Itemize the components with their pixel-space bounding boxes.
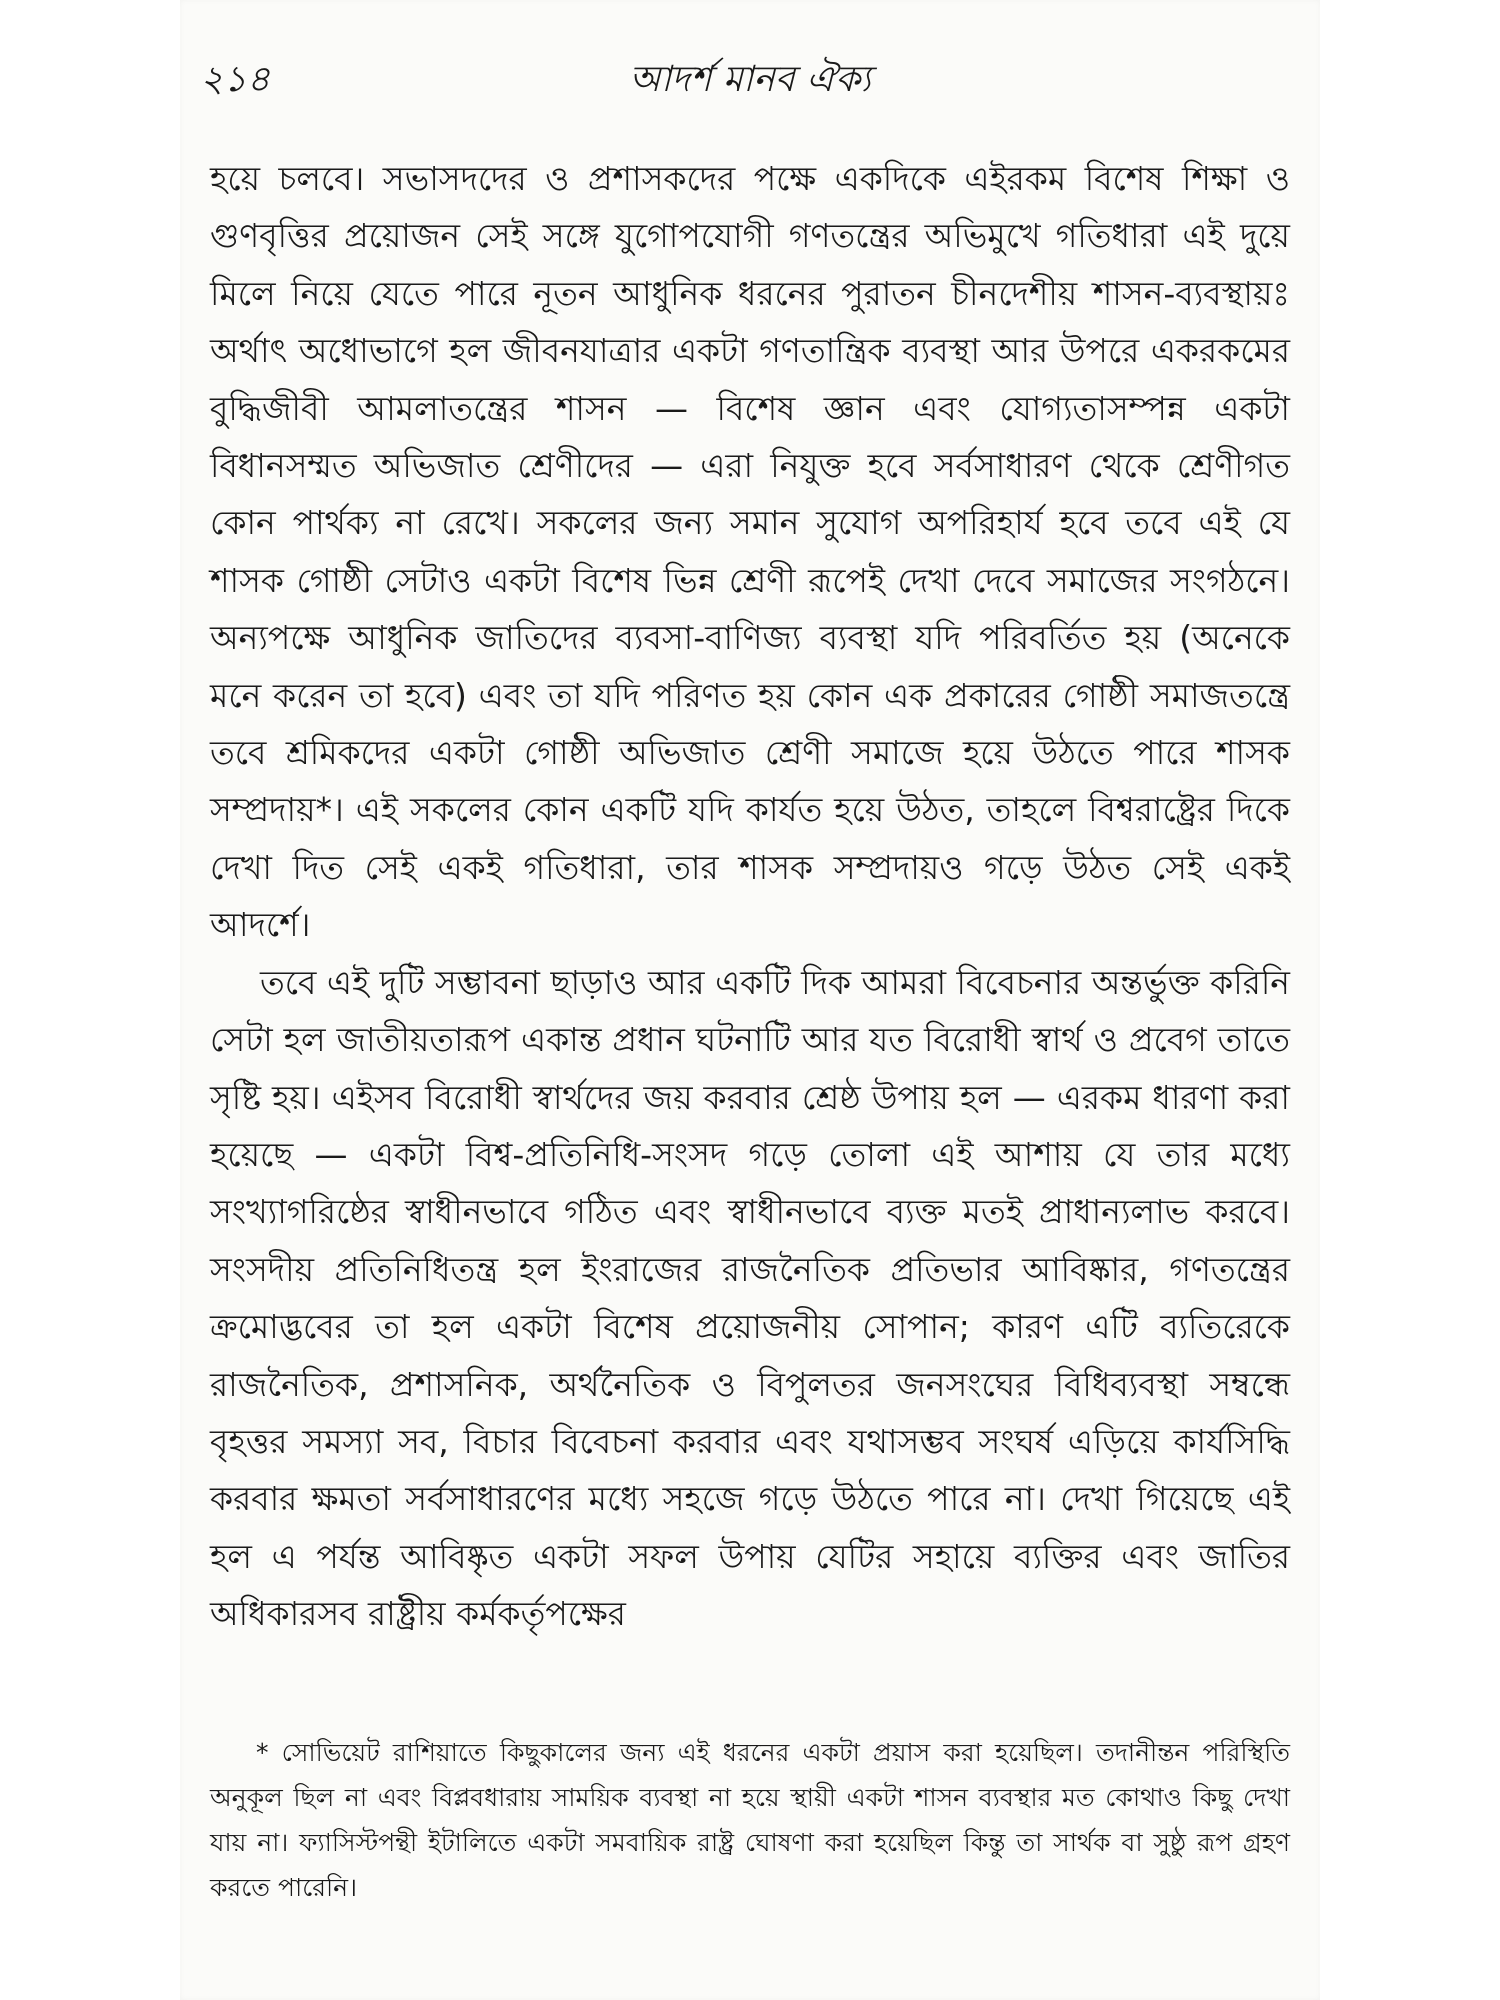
footnote bbox=[210, 1730, 1290, 1910]
paragraph-2: তবে এই দুটি সম্ভাবনা ছাড়াও আর একটি দিক আমরা বিবেচনার অন্তর্ভুক্ত করিনি সেটা হল জাতীয়তারূপ একান্ত প্রধান ঘটনাটি আর যত বিরোধী স্বার্থ ও প্রবেগ তাতে সৃষ্টি হয়। এইসব বিরোধী স্বার্থদের জয় করবার শ্রেষ্ঠ উপায় হল — এরকম ধারণা করা হয়েছে — একটা বিশ্ব-প্রতিনিধি-সংসদ গড়ে তোলা এই আশায় যে তার মধ্যে সংখ্যাগরিষ্ঠের স্বাধীনভাবে গঠিত এবং স্বাধীনভাবে ব্যক্ত মতই প্রাধান্যলাভ করবে। সংসদীয় প্রতিনিধিতন্ত্র হল ইংরাজের রাজনৈতিক প্রতিভার আবিষ্কার, গণতন্ত্রের ক্রমোদ্ভবের তা হল একটা বিশেষ প্রয়োজনীয় সোপান; কারণ এটি ব্যতিরেকে রাজনৈতিক, প্রশাসনিক, অর্থনৈতিক ও বিপুলতর জনসংঘের বিধিব্যবস্থা সম্বন্ধে বৃহত্তর সমস্যা সব, বিচার বিবেচনা করবার এবং যথাসম্ভব সংঘর্ষ এড়িয়ে কার্যসিদ্ধি করবার ক্ষমতা সর্বসাধারণের মধ্যে সহজে গড়ে উঠতে পারে না। দেখা গিয়েছে এই হল এ পর্যন্ত আবিষ্কৃত একটা সফল উপায় যেটির সহায়ে ব্যক্তির এবং জাতির অধিকারসব রাষ্ট্রীয় কর্মকর্তৃপক্ষের bbox=[210, 962, 1290, 1634]
footnote-text: * সোভিয়েট রাশিয়াতে কিছুকালের জন্য এই ধরনের একটা প্রয়াস করা হয়েছিল। তদানীন্তন পরিস্থিতি অনুকূল ছিল না এবং বিপ্লবধারায় সাময়িক ব্যবস্থা না হয়ে স্থায়ী একটা শাসন ব্যবস্থার মত কোথাও কিছু দেখা যায় না। ফ্যাসিস্টপন্থী ইটালিতে একটা সমবায়িক রাষ্ট্র ঘোষণা করা হয়েছিল কিন্তু তা সার্থক বা সুষ্ঠু রূপ গ্রহণ করতে পারেনি। bbox=[210, 1738, 1290, 1902]
page-header bbox=[200, 40, 1300, 110]
body-text bbox=[210, 150, 1290, 1643]
page-number: ২১৪ bbox=[200, 59, 271, 100]
paragraph-1: হয়ে চলবে। সভাসদদের ও প্রশাসকদের পক্ষে একদিকে এইরকম বিশেষ শিক্ষা ও গুণবৃত্তির প্রয়োজন সেই সঙ্গে যুগোপযোগী গণতন্ত্রের অভিমুখে গতিধারা এই দুয়ে মিলে নিয়ে যেতে পারে নূতন আধুনিক ধরনের পুরাতন চীনদেশীয় শাসন-ব্যবস্থায়ঃ অর্থাৎ অধোভাগে হল জীবনযাত্রার একটা গণতান্ত্রিক ব্যবস্থা আর উপরে একরকমের বুদ্ধিজীবী আমলাতন্ত্রের শাসন — বিশেষ জ্ঞান এবং যোগ্যতাসম্পন্ন একটা বিধানসম্মত অভিজাত শ্রেণীদের — এরা নিযুক্ত হবে সর্বসাধারণ থেকে শ্রেণীগত কোন পার্থক্য না রেখে। সকলের জন্য সমান সুযোগ অপরিহার্য হবে তবে এই যে শাসক গোষ্ঠী সেটাও একটা বিশেষ ভিন্ন শ্রেণী রূপেই দেখা দেবে সমাজের সংগঠনে। অন্যপক্ষে আধুনিক জাতিদের ব্যবসা-বাণিজ্য ব্যবস্থা যদি পরিবর্তিত হয় (অনেকে মনে করেন তা হবে) এবং তা যদি পরিণত হয় কোন এক প্রকারের গোষ্ঠী সমাজতন্ত্রে তবে শ্রমিকদের একটা গোষ্ঠী অভিজাত শ্রেণী সমাজে হয়ে উঠতে পারে শাসক সম্প্রদায়*। এই সকলের কোন একটি যদি কার্যত হয়ে উঠত, তাহলে বিশ্বরাষ্ট্রের দিকে দেখা দিত সেই একই গতিধারা, তার শাসক সম্প্রদায়ও গড়ে উঠত সেই একই আদর্শে। bbox=[210, 159, 1290, 945]
running-title: আদর্শ মানব ঐক্য bbox=[629, 59, 871, 100]
